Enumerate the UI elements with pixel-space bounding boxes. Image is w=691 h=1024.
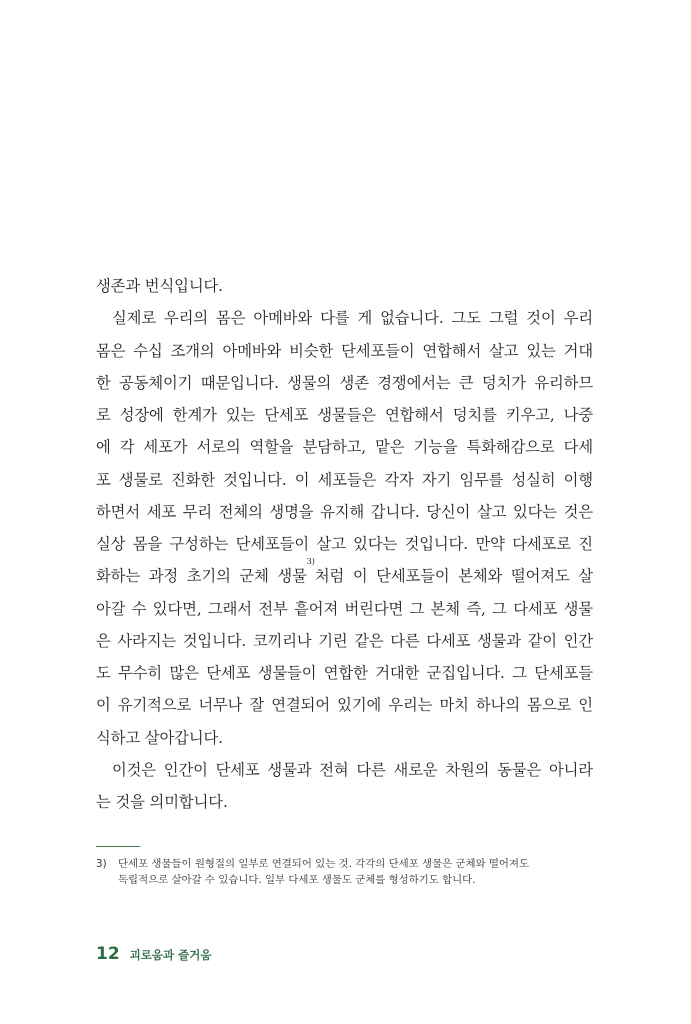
running-title: 괴로움과 즐거움 bbox=[129, 948, 212, 962]
paragraph-line: 몸은 수십 조개의 아메바와 비슷한 단세포들이 연합해서 살고 있는 거대 bbox=[96, 341, 593, 360]
paragraph-line: 식하고 살아갑니다. bbox=[96, 728, 223, 747]
paragraph-line: 도 무수히 많은 단세포 생물들이 연합한 거대한 군집입니다. 그 단세포들 bbox=[96, 664, 593, 682]
page-number: 12 bbox=[96, 944, 120, 964]
paragraph-line: 이것은 인간이 단세포 생물과 전혀 다른 새로운 차원의 동물은 아니라 bbox=[112, 760, 593, 779]
paragraph-line: 은 사라지는 것입니다. 코끼리나 기린 같은 다른 다세포 생물과 같이 인간 bbox=[96, 631, 593, 650]
paragraph-line: 에 각 세포가 서로의 역할을 분담하고, 맡은 기능을 특화해감으로 다세 bbox=[96, 438, 593, 457]
line-text-after-ref: 처럼 이 단세포들이 본체와 떨어져도 살 bbox=[314, 567, 593, 586]
paragraph-line: 로 성장에 한계가 있는 단세포 생물들은 연합해서 덩치를 키우고, 나중 bbox=[96, 406, 593, 424]
paragraph-line: 하면서 세포 무리 전체의 생명을 유지해 갑니다. 당신이 살고 있다는 것은 bbox=[96, 502, 593, 521]
paragraph-line: 실제로 우리의 몸은 아메바와 다를 게 없습니다. 그도 그럴 것이 우리 bbox=[112, 309, 593, 328]
paragraph-line: 한 공동체이기 때문입니다. 생물의 생존 경쟁에서는 큰 덩치가 유리하므 bbox=[96, 373, 593, 392]
paragraph-line: 포 생물로 진화한 것입니다. 이 세포들은 각자 자기 임무를 성실히 이행 bbox=[96, 470, 593, 489]
footnote-number: 3) bbox=[96, 858, 107, 870]
page-footer bbox=[96, 944, 211, 964]
paragraph-line: 이 유기적으로 너무나 잘 연결되어 있기에 우리는 마치 하나의 몸으로 인 bbox=[96, 696, 593, 715]
footnote bbox=[96, 856, 593, 888]
line-text-before-ref: 화하는 과정 초기의 군체 생물 bbox=[96, 567, 307, 586]
paragraph-line: 아갈 수 있다면, 그래서 전부 흩어져 버린다면 그 본체 즉, 그 다세포 생물 bbox=[96, 599, 593, 618]
footnote-reference[interactable]: 3) bbox=[306, 557, 315, 567]
paragraph-line: 는 것을 의미합니다. bbox=[96, 793, 228, 811]
body-text bbox=[96, 270, 593, 818]
footnote-divider bbox=[96, 846, 140, 847]
paragraph-line-with-footnote bbox=[96, 557, 593, 592]
paragraph-line: 생존과 번식입니다. bbox=[96, 277, 223, 295]
footnote-line: 단세포 생물들이 원형질의 일부로 연결되어 있는 것. 각각의 단세포 생물은 군체와 떨어져도 bbox=[118, 858, 530, 870]
footnote-line: 독립적으로 살아갈 수 있습니다. 일부 다세포 생물도 군체를 형성하기도 합니다. bbox=[118, 874, 476, 886]
paragraph-line: 실상 몸을 구성하는 단세포들이 살고 있다는 것입니다. 만약 다세포로 진 bbox=[96, 535, 593, 553]
